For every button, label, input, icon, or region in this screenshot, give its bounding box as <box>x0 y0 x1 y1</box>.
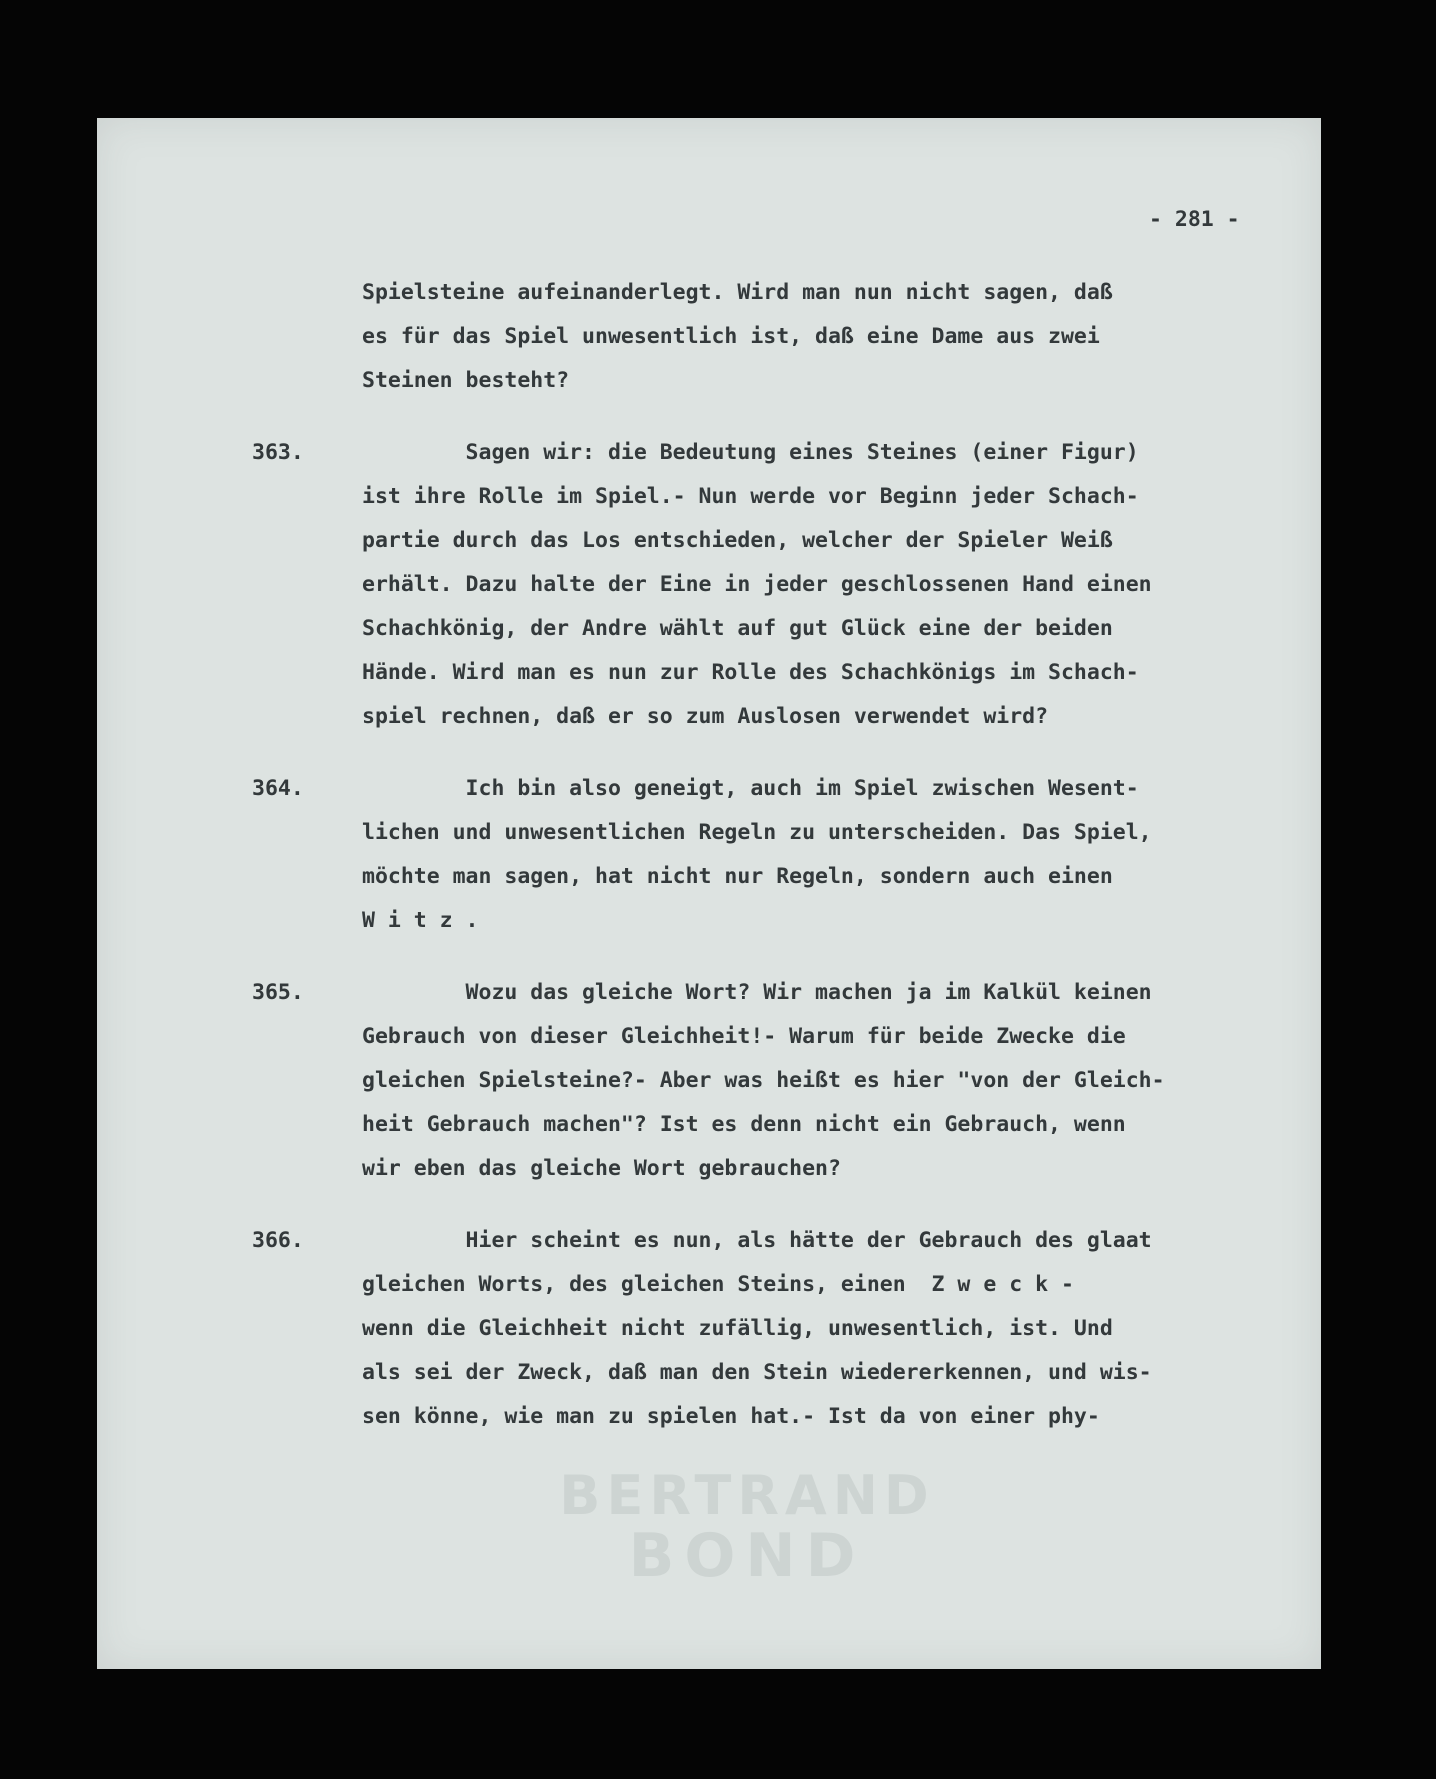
paragraph-line: Ich bin also geneigt, auch im Spiel zwischen Wesent- <box>362 776 1139 801</box>
paragraph-number: 363. <box>252 440 304 465</box>
paragraph-line: wir eben das gleiche Wort gebrauchen? <box>362 1156 841 1181</box>
page-number: - 281 - <box>1149 207 1240 232</box>
paragraph-line: Hier scheint es nun, als hätte der Gebrauch des glaat <box>362 1228 1152 1253</box>
paragraph-line: es für das Spiel unwesentlich ist, daß eine Dame aus zwei <box>362 324 1100 349</box>
paragraph-line: partie durch das Los entschieden, welcher der Spieler Weiß <box>362 528 1113 553</box>
paragraph-line: Schachkönig, der Andre wählt auf gut Glück eine der beiden <box>362 616 1113 641</box>
paragraph-number: 365. <box>252 980 304 1005</box>
paragraph-line: als sei der Zweck, daß man den Stein wiedererkennen, und wis- <box>362 1360 1152 1385</box>
paragraph-number: 366. <box>252 1228 304 1253</box>
paragraph-line: gleichen Spielsteine?- Aber was heißt es hier "von der Gleich- <box>362 1068 1165 1093</box>
watermark-line-2: BOND <box>628 1520 866 1591</box>
paragraph-line: heit Gebrauch machen"? Ist es denn nicht ein Gebrauch, wenn <box>362 1112 1126 1137</box>
paragraph-line: sen könne, wie man zu spielen hat.- Ist da von einer phy- <box>362 1404 1100 1429</box>
paragraph-line: Gebrauch von dieser Gleichheit!- Warum für beide Zwecke die <box>362 1024 1126 1049</box>
paragraph-line: Wozu das gleiche Wort? Wir machen ja im Kalkül keinen <box>362 980 1152 1005</box>
paragraph-line: wenn die Gleichheit nicht zufällig, unwesentlich, ist. Und <box>362 1316 1113 1341</box>
paragraph-line: Steinen besteht? <box>362 368 570 393</box>
watermark-line-1: BERTRAND <box>559 1464 935 1527</box>
paragraph-line: erhält. Dazu halte der Eine in jeder geschlossenen Hand einen <box>362 572 1152 597</box>
paragraph-number: 364. <box>252 776 304 801</box>
paragraph-line: W i t z . <box>362 908 479 933</box>
paragraph-line: Spielsteine aufeinanderlegt. Wird man nun nicht sagen, daß <box>362 280 1113 305</box>
paragraph-line: Sagen wir: die Bedeutung eines Steines (einer Figur) <box>362 440 1139 465</box>
paragraph-line: lichen und unwesentlichen Regeln zu unterscheiden. Das Spiel, <box>362 820 1152 845</box>
paragraph-line: ist ihre Rolle im Spiel.- Nun werde vor Beginn jeder Schach- <box>362 484 1139 509</box>
paragraph-line: Hände. Wird man es nun zur Rolle des Schachkönigs im Schach- <box>362 660 1139 685</box>
paragraph-line: spiel rechnen, daß er so zum Auslosen verwendet wird? <box>362 704 1049 729</box>
watermark <box>397 1464 1097 1591</box>
typescript-page <box>97 118 1321 1669</box>
paragraph-line: möchte man sagen, hat nicht nur Regeln, sondern auch einen <box>362 864 1113 889</box>
paragraph-line: gleichen Worts, des gleichen Steins, einen Z w e c k - <box>362 1272 1074 1297</box>
